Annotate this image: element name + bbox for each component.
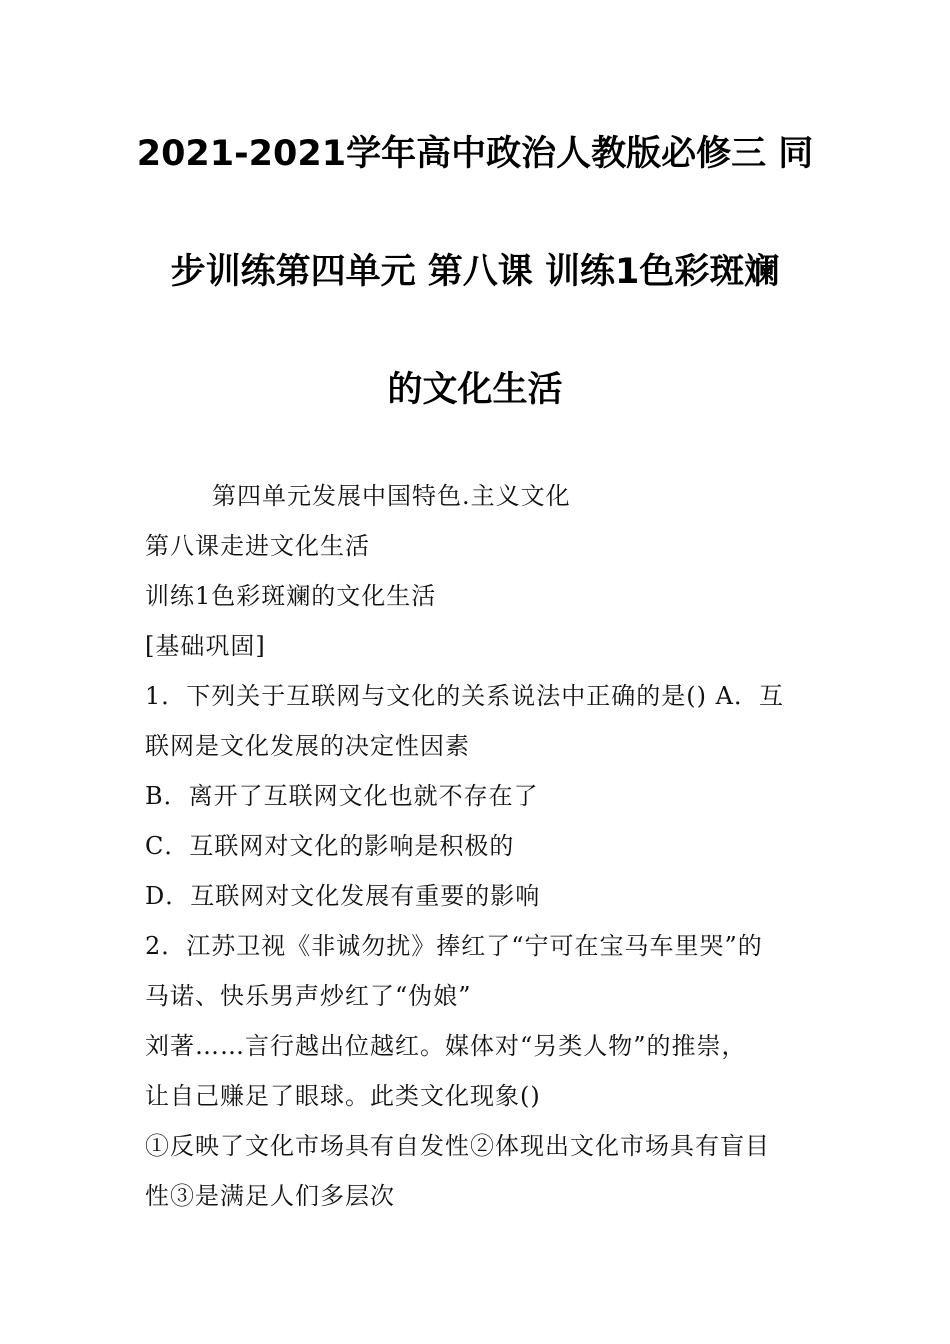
training-heading: 训练1色彩斑斓的文化生活 (145, 582, 437, 610)
question-1-stem: 1．下列关于互联网与文化的关系说法中正确的是() A．互 (145, 682, 784, 710)
lesson-heading: 第八课走进文化生活 (145, 532, 370, 560)
question-1-option-d: D．互联网对文化发展有重要的影响 (145, 882, 541, 910)
document-title-line-2: 步训练第四单元 第八课 训练1色彩斑斓 (170, 252, 780, 292)
question-2-line-1: 2．江苏卫视《非诚勿扰》捧红了“宁可在宝马车里哭”的 (145, 932, 763, 960)
section-label: [基础巩固] (145, 632, 266, 660)
unit-heading: 第四单元发展中国特色.主义文化 (212, 482, 571, 510)
question-2-line-2: 马诺、快乐男声炒红了“伪娘” (145, 982, 472, 1010)
question-2-options-line-1: ①反映了文化市场具有自发性②体现出文化市场具有盲目 (145, 1132, 770, 1160)
question-2-line-4: 让自己赚足了眼球。此类文化现象() (145, 1082, 541, 1110)
document-title-line-1: 2021-2021学年高中政治人教版必修三 同 (136, 134, 814, 174)
question-1-option-c: C．互联网对文化的影响是积极的 (145, 832, 515, 860)
document-title-line-3: 的文化生活 (387, 370, 563, 410)
question-1-option-a: 联网是文化发展的决定性因素 (145, 732, 470, 760)
question-2-line-3: 刘著……言行越出位越红。媒体对“另类人物”的推崇， (145, 1032, 747, 1060)
question-1-option-b: B．离开了互联网文化也就不存在了 (145, 782, 539, 810)
question-2-options-line-2: 性③是满足人们多层次 (145, 1182, 395, 1210)
